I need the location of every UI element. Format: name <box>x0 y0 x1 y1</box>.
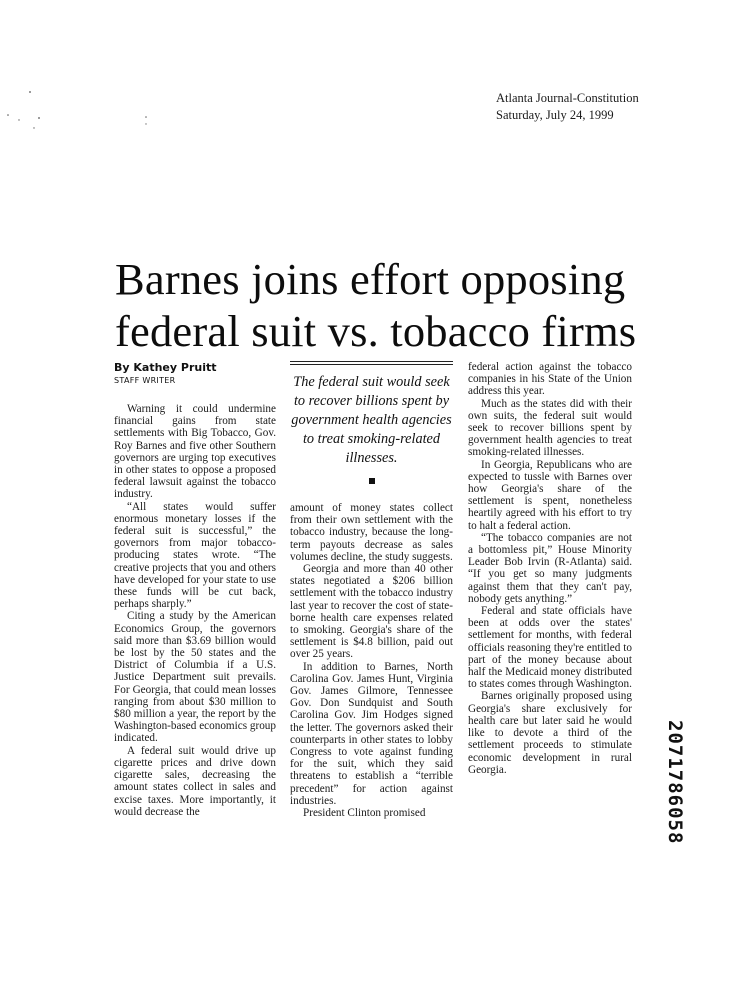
paragraph: A federal suit would drive up cigarette prices and drive down cigarette sales, decreasing the amount states collect in sales and excise taxes. More importantly, it would decrease the <box>114 744 276 818</box>
paragraph: federal action against the tobacco companies in his State of the Union address this year. <box>468 361 632 398</box>
headline-line-1: Barnes joins effort opposing <box>115 254 626 304</box>
byline <box>114 361 279 387</box>
scan-specks <box>0 80 160 150</box>
publication-name: Atlanta Journal-Constitution <box>496 91 639 105</box>
document-id-stamp: 2071786058 <box>664 720 686 845</box>
paragraph: “All states would suffer enormous monetary losses if the federal suit is successful,” the governors from major tobacco-producing states wrote. “The creative projects that you and others have developed for your state to use these funds will be cut back, perhaps sharply.” <box>114 500 276 611</box>
masthead <box>496 90 716 124</box>
publication-date: Saturday, July 24, 1999 <box>496 108 614 122</box>
paragraph: Much as the states did with their own suits, the federal suit would seek to recover billions spent by government health agencies to treat smoking-related illnesses. <box>468 397 632 459</box>
article-column-1 <box>114 403 276 818</box>
pull-quote-text: The federal suit would seek to recover billions spent by government health agencies to treat smoking-related illnesses. <box>291 374 452 466</box>
byline-role: STAFF WRITER <box>114 376 176 385</box>
pull-quote-rule <box>290 364 453 365</box>
paragraph: Federal and state officials have been at odds over the states' settlement for months, with federal officials reasoning they're entitled to part of the money because about half the Medicaid money distributed to states comes through Washington. <box>468 605 632 691</box>
headline-line-2: federal suit vs. tobacco firms <box>115 306 637 356</box>
paragraph: Citing a study by the American Economics Group, the governors said more than $3.69 billion would be lost by the 50 states and the District of Columbia if a U.S. Justice Department suit prevails. For Georgia, that could mean losses ranging from about $30 million to $80 million a year, the report by the Washington-based economics group indicated. <box>114 610 276 745</box>
pull-quote-rule <box>290 361 453 362</box>
paragraph: In addition to Barnes, North Carolina Gov. James Hunt, Virginia Gov. James Gilmore, Tennessee Gov. Don Sundquist and South Carolina Gov. Jim Hodges signed the letter. The governors asked their counterparts in other states to lobby Congress to vote against funding for the suit, which they said threatens to establish a “terrible precedent” for action against industries. <box>290 660 453 807</box>
paragraph: “The tobacco companies are not a bottomless pit,” House Minority Leader Bob Irvin (R-Atlanta) said. “If you get so many judgments against them that they can't pay, nobody gets anything.” <box>468 531 632 605</box>
byline-author: By Kathey Pruitt <box>114 361 217 374</box>
headline <box>115 253 645 357</box>
paragraph: Georgia and more than 40 other states negotiated a $206 billion settlement with the tobacco industry last year to recover the cost of state-borne health care expenses related to smoking. Georgia's share of the settlement is $4.8 billion, paid out over 25 years. <box>290 563 453 661</box>
end-mark-icon <box>369 478 375 484</box>
paragraph: amount of money states collect from their own settlement with the tobacco industry, because the long-term payouts decrease as sales volumes decline, the study suggests. <box>290 502 453 563</box>
paragraph: Warning it could undermine financial gains from state settlements with Big Tobacco, Gov. Roy Barnes and five other Southern governors are urging top executives in other states to oppose a proposed federal lawsuit against the tobacco industry. <box>114 403 276 501</box>
article-column-2 <box>290 502 453 819</box>
paragraph: Barnes originally proposed using Georgia's share exclusively for health care but later said he would like to devote a third of the settlement proceeds to stimulate economic development in rural Georgia. <box>468 690 632 776</box>
paragraph: President Clinton promised <box>303 807 426 820</box>
article-column-3 <box>468 361 632 776</box>
pull-quote <box>290 361 453 484</box>
paragraph: In Georgia, Republicans who are expected to tussle with Barnes over how Georgia's share of the settlement is spent, nonetheless heartily agreed with his effort to try to halt a federal action. <box>468 458 632 532</box>
